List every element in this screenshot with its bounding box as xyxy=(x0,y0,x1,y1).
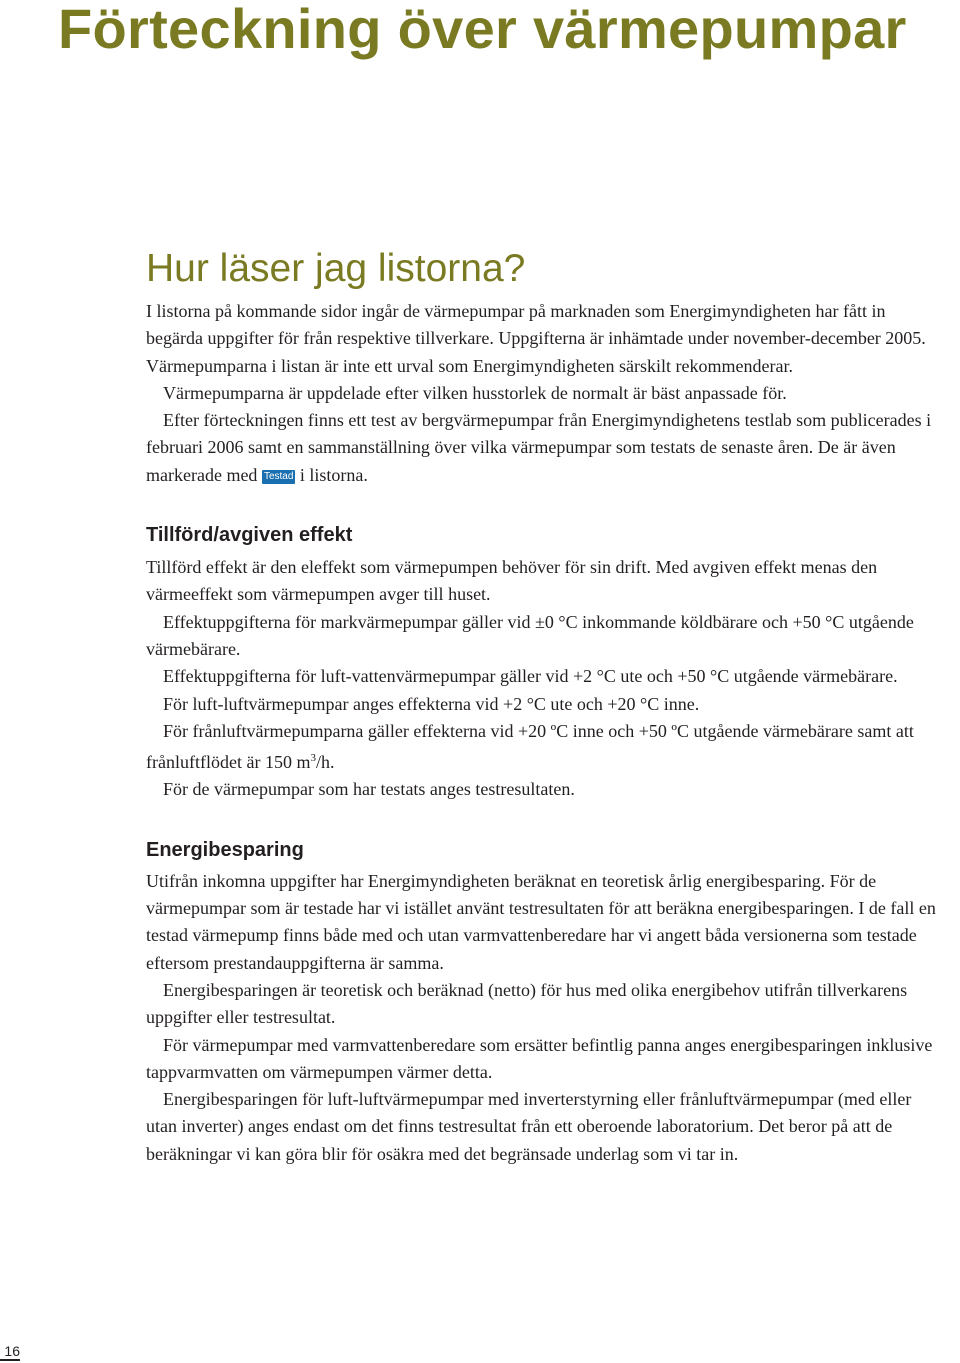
superscript-3: 3 xyxy=(310,752,316,765)
intro-paragraph-2: Värmepumparna är uppdelade efter vilken husstorlek de normalt är bäst anpassade för. xyxy=(163,382,787,403)
energi-paragraph-3: För värmepumpar med varmvattenberedare som ersätter befintlig panna anges energibesparingen inklusive tappvarmvatten om värmepumpen värmer detta. xyxy=(146,1034,933,1082)
tillford-paragraph-5-end: /h. xyxy=(315,752,335,773)
energi-heading: Energibesparing xyxy=(146,838,304,861)
page-number: 16 xyxy=(4,1343,20,1359)
intro-paragraph-3-text: Efter förteckningen finns ett test av bergvärmepumpar från Energimyndighetens testlab som publicerades i februari 2006 samt en sammanställning över vilka värmepumpar som testats de senaste åren. De är även markerade med xyxy=(146,410,932,485)
tillford-paragraph-6: För de värmepumpar som har testats anges testresultaten. xyxy=(163,779,575,800)
energi-paragraph-2: Energibesparingen är teoretisk och beräknad (netto) för hus med olika energibehov utifrån tillverkarens uppgifter eller testresultat. xyxy=(146,979,908,1028)
tillford-paragraph-2: Effektuppgifterna för markvärmepumpar gäller vid ±0 °C inkommande köldbärare och +50 °C utgående värmebärare. xyxy=(146,611,914,659)
page-title: Förteckning över värmepumpar xyxy=(58,0,907,60)
testad-badge: Testad xyxy=(263,470,294,482)
tillford-paragraph-3: Effektuppgifterna för luft-vattenvärmepumpar gäller vid +2 °C ute och +50 °C utgående värmebärare. xyxy=(163,666,898,687)
page-number-rule xyxy=(0,1359,20,1361)
intro-heading: Hur läser jag listorna? xyxy=(146,247,526,290)
energi-paragraph-4: Energibesparingen för luft-luftvärmepumpar med inverterstyrning eller frånluftvärmepumpar (med eller utan inverter) anges endast om det finns testresultat från ett oberoende laboratorium. Det beror på att de beräkningar vi kan göra blir för osäkra med det begränsade underlag som vi tar in. xyxy=(146,1089,912,1164)
main-content xyxy=(146,246,946,1168)
tillford-paragraph-5-text: För frånluftvärmepumparna gäller effekterna vid +20 ºC inne och +50 ºC utgående värmebärare samt att frånluftflödet är 150 m xyxy=(146,720,914,773)
intro-section xyxy=(146,298,946,489)
intro-paragraph-1: I listorna på kommande sidor ingår de värmepumpar på marknaden som Energimyndigheten har fått in begärda uppgifter för från respektive tillverkare. Uppgifterna är inhämtade under november-december 2005. Värmepumparna i listan är inte ett urval som Energimyndigheten särskilt rekommenderar. xyxy=(146,301,926,376)
energi-section xyxy=(146,868,946,1168)
energi-paragraph-1: Utifrån inkomna uppgifter har Energimyndigheten beräknat en teoretisk årlig energibesparing. För de värmepumpar som är testade har vi istället använt testresultaten för att beräkna energibesparingen. I de fall en testad värmepump finns både med och utan varmvattenberedare har vi angett båda versionerna som testade eftersom prestandauppgifterna är samma. xyxy=(146,870,936,973)
intro-paragraph-3 xyxy=(146,407,946,489)
tillford-heading: Tillförd/avgiven effekt xyxy=(146,524,353,547)
tillford-paragraph-5 xyxy=(146,718,946,777)
intro-paragraph-3-end: i listorna. xyxy=(295,464,368,485)
tillford-paragraph-1: Tillförd effekt är den eleffekt som värmepumpen behöver för sin drift. Med avgiven effekt menas den värmeeffekt som värmepumpen avger till huset. xyxy=(146,557,878,605)
tillford-paragraph-4: För luft-luftvärmepumpar anges effekterna vid +2 °C ute och +20 °C inne. xyxy=(163,693,700,714)
tillford-section xyxy=(146,554,946,804)
